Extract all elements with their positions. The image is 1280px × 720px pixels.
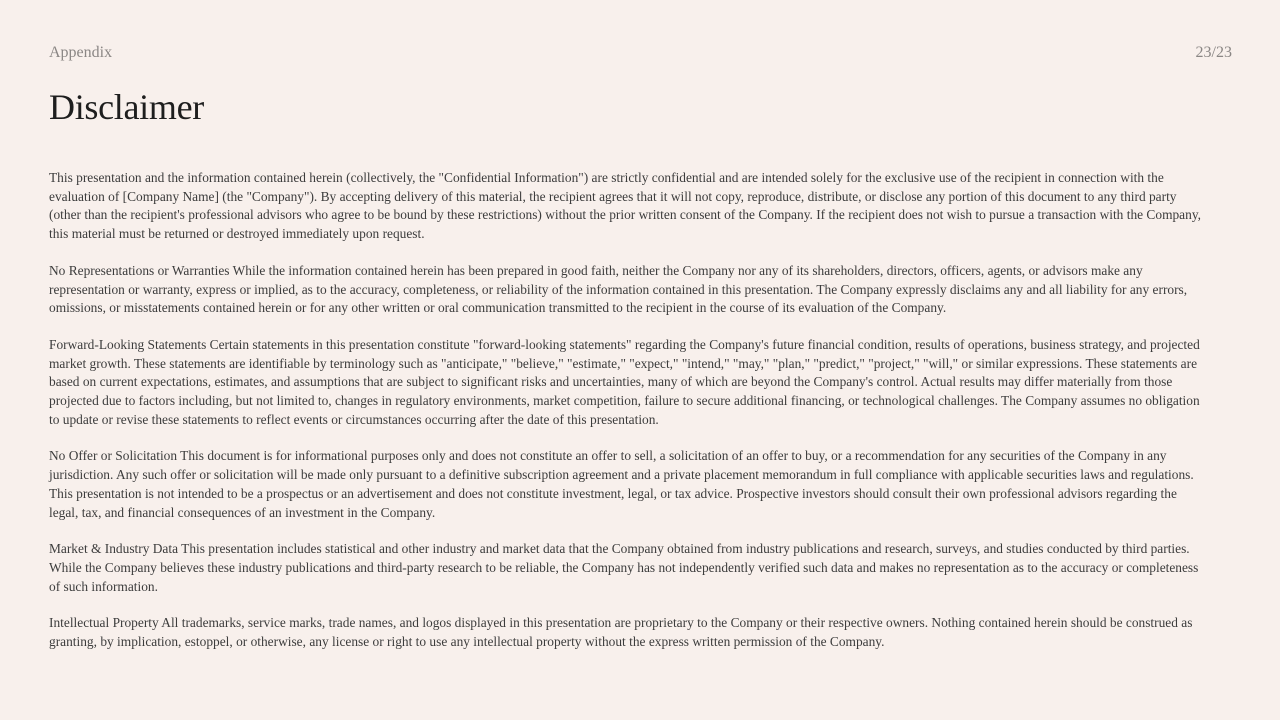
paragraph-confidentiality: This presentation and the information contained herein (collectively, the "Confidential Information") are strictly confidential and are intended solely for the exclusive use of the recipient in connection with the evaluation of [Company Name] (the "Company"). By accepting delivery of this material, the recipient agrees that it will not copy, reproduce, distribute, or disclose any portion of this document to any third party (other than the recipient's professional advisors who agree to be bound by these restrictions) without the prior written consent of the Company. If the recipient does not wish to pursue a transaction with the Company, this material must be returned or destroyed immediately upon request. [49, 170, 1201, 242]
paragraph-no-representations: No Representations or Warranties While the information contained herein has been prepared in good faith, neither the Company nor any of its shareholders, directors, officers, agents, or advisors make any representation or warranty, express or implied, as to the accuracy, completeness, or reliability of the information contained in this presentation. The Company expressly disclaims any and all liability for any errors, omissions, or misstatements contained herein or for any other written or oral communication transmitted to the recipient in the course of its evaluation of the Company. [49, 262, 1188, 316]
page-title: Disclaimer [49, 87, 204, 127]
paragraph-market-data: Market & Industry Data This presentation includes statistical and other industry and market data that the Company obtained from industry publications and research, surveys, and studies conducted by third parties. While the Company believes these industry publications and third-party research to be reliable, the Company has not independently verified such data and makes no representation as to the accuracy or completeness of such information. [49, 541, 1199, 594]
paragraph-no-offer: No Offer or Solicitation This document is for informational purposes only and does not constitute an offer to sell, a solicitation of an offer to buy, or a recommendation for any securities of the Company in any jurisdiction. Any such offer or solicitation will be made only pursuant to a definitive subscription agreement and a private placement memorandum in full compliance with applicable securities laws and regulations. This presentation is not intended to be a prospectus or an advertisement and does not constitute investment, legal, or tax advice. Prospective investors should consult their own professional advisors regarding the legal, tax, and financial consequences of an investment in the Company. [49, 448, 1194, 520]
disclaimer-body [49, 169, 1209, 670]
section-label: Appendix [49, 44, 113, 61]
paragraph-intellectual-property: Intellectual Property All trademarks, service marks, trade names, and logos displayed in this presentation are proprietary to the Company or their respective owners. Nothing contained herein should be construed as granting, by implication, estoppel, or otherwise, any license or right to use any intellectual property without the express written permission of the Company. [49, 615, 1193, 650]
paragraph-forward-looking: Forward-Looking Statements Certain statements in this presentation constitute "forward-looking statements" regarding the Company's future financial condition, results of operations, business strategy, and projected market growth. These statements are identifiable by terminology such as "anticipate," "believe," "estimate," "expect," "intend," "may," "plan," "predict," "project," "will," or similar expressions. These statements are based on current expectations, estimates, and assumptions that are subject to significant risks and uncertainties, many of which are beyond the Company's control. Actual results may differ materially from those projected due to factors including, but not limited to, changes in regulatory environments, market competition, failure to secure additional financing, or technological challenges. The Company assumes no obligation to update or revise these statements to reflect events or circumstances occurring after the date of this presentation. [49, 336, 1200, 427]
page-number: 23/23 [1195, 44, 1232, 61]
